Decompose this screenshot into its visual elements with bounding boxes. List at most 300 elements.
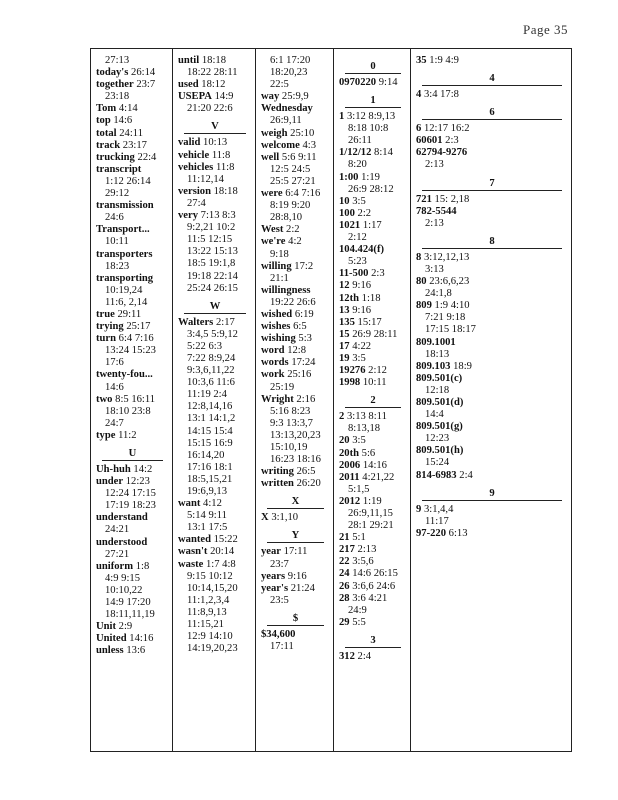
index-entry-line — [96, 512, 169, 524]
index-entry-line — [416, 337, 568, 349]
index-page-ref-continued: 27:4 — [187, 197, 206, 209]
index-entry-line — [261, 583, 330, 595]
index-entry — [416, 206, 568, 230]
index-term: wished — [261, 308, 293, 320]
index-column-2 — [172, 49, 255, 751]
index-entry — [416, 421, 568, 445]
index-term: 20 — [339, 435, 350, 447]
index-term: Tom — [96, 103, 117, 115]
index-entry-line — [96, 200, 169, 212]
index-entry-line — [339, 365, 407, 377]
index-page-ref-continued: 5:14 9:11 — [187, 510, 227, 522]
index-page-ref-continued: 14:19,20,23 — [187, 643, 238, 655]
index-page-ref-continued: 18:11,11,19 — [105, 609, 155, 621]
index-page-ref: 12:8 — [287, 345, 307, 357]
index-term: 312 — [339, 650, 355, 662]
index-term: 2012 — [339, 495, 361, 507]
index-page-ref-continued: 2:13 — [425, 217, 444, 229]
index-page-ref: 3:6 4:21 — [352, 592, 388, 604]
index-term: under — [96, 476, 124, 488]
index-page-ref: 11:8 — [215, 161, 235, 173]
index-entry-line — [339, 196, 407, 208]
index-page-ref: 2:13 — [357, 544, 377, 556]
index-term: well — [261, 151, 280, 163]
index-entry-line — [416, 504, 568, 516]
index-page-ref-continued: 17:15 18:17 — [425, 324, 476, 336]
index-term: 1/12/12 — [339, 147, 372, 159]
index-page-ref: 13:6 — [126, 645, 146, 657]
index-page-ref: 23:17 — [122, 139, 147, 151]
index-entry-line — [416, 528, 568, 540]
index-entry — [416, 89, 568, 101]
index-page-ref-continued: 5:16 8:23 — [270, 405, 311, 417]
index-entry-line — [178, 79, 252, 91]
index-entry — [416, 252, 568, 276]
index-entry-line — [339, 208, 407, 220]
index-page-ref-continued: 26:9 28:12 — [348, 183, 394, 195]
index-page-ref-continued: 15:10,19 — [270, 442, 308, 453]
index-term: Wednesday — [261, 103, 313, 115]
index-page-ref-continued: 24:1,8 — [425, 288, 452, 300]
index-page-ref: 1:19 — [362, 495, 382, 507]
index-entry-line — [178, 210, 252, 222]
index-entry-line — [96, 224, 169, 236]
index-entry — [96, 476, 169, 512]
index-term: 6 — [416, 123, 422, 135]
index-page-ref-continued: 12:5 24:5 — [270, 163, 311, 175]
index-page-ref: 18:12 — [201, 79, 226, 91]
index-entry — [261, 91, 330, 103]
index-entry-line — [339, 593, 407, 605]
index-page-ref-continued: 21:20 22:6 — [187, 103, 233, 115]
index-page-ref: 25:9,9 — [281, 91, 309, 103]
index-page-ref: 6:4 7:16 — [285, 188, 321, 200]
index-term: until — [178, 55, 200, 66]
index-page-ref: 18:9 — [453, 360, 472, 372]
index-entry-line — [261, 261, 330, 273]
index-entry — [96, 333, 169, 369]
index-entry-line — [416, 252, 568, 264]
index-term: turn — [96, 333, 117, 345]
index-page-ref-continued: 9:15 10:12 — [187, 570, 233, 582]
index-entry — [339, 544, 407, 556]
index-entry — [96, 645, 169, 657]
index-term: trying — [96, 321, 124, 333]
index-page-ref-continued: 13:22 15:13 — [187, 246, 238, 258]
index-page-ref-continued: 28:1 29:21 — [348, 520, 394, 532]
index-page-ref-continued: 5:22 6:3 — [187, 340, 223, 352]
index-entry — [339, 147, 407, 171]
index-page-ref: 2:4 — [459, 469, 473, 481]
index-entry-line — [96, 537, 169, 549]
index-term: wishes — [261, 321, 291, 333]
index-entry-line — [178, 498, 252, 510]
index-entry — [261, 309, 330, 321]
index-term: wasn't — [178, 546, 208, 558]
index-page-ref-continued: 2:13 — [425, 159, 444, 171]
index-term: track — [96, 139, 121, 151]
index-entry — [261, 394, 330, 467]
index-section-heading: 6 — [422, 104, 562, 120]
index-entry-line — [416, 89, 568, 101]
index-entry-line — [339, 448, 407, 460]
index-entry-line — [339, 268, 407, 280]
index-entry-line — [178, 186, 252, 198]
index-entry-line — [178, 91, 252, 103]
index-page-ref: 3:13 8:11 — [346, 411, 387, 423]
index-page-ref: 6:5 — [293, 321, 307, 333]
index-entry-line — [261, 309, 330, 321]
index-page-ref-continued: 3:13 — [425, 263, 444, 275]
index-entry — [416, 337, 568, 361]
index-entry-line — [339, 496, 407, 508]
index-term: 721 — [416, 193, 432, 205]
index-page-ref: 17:2 — [294, 260, 314, 272]
index-term: understood — [96, 536, 148, 548]
index-entry — [96, 321, 169, 333]
index-page-ref-continued: 29:12 — [105, 188, 130, 200]
index-entry-line — [339, 220, 407, 232]
index-page-ref: 1:9 4:9 — [429, 55, 459, 66]
index-page-ref-continued: 4:9 9:15 — [105, 572, 141, 584]
index-page-ref-continued: 11:12,14 — [187, 173, 224, 185]
index-page-ref-continued: 10:3,6 11:6 — [187, 377, 235, 389]
index-entry-line — [416, 123, 568, 135]
index-entry — [96, 249, 169, 273]
index-term: work — [261, 369, 285, 381]
index-term: 809.501(g) — [416, 421, 463, 433]
index-entry-line — [339, 293, 407, 305]
index-term: 20th — [339, 447, 360, 459]
index-term: 8 — [416, 251, 422, 263]
index-page-ref: 4:12 — [203, 498, 222, 510]
index-entry-line — [416, 300, 568, 312]
index-page-ref-continued: 19:18 22:14 — [187, 270, 238, 282]
index-term: 12 — [339, 280, 350, 292]
index-page-ref-continued: 27:13 — [105, 55, 130, 66]
index-page-ref-continued: 17:19 18:23 — [105, 500, 156, 512]
index-entry-line — [339, 581, 407, 593]
index-page-ref-continued: 10:14,15,20 — [187, 582, 238, 594]
index-page-ref-continued: 11:1,2,3,4 — [187, 594, 230, 606]
index-entry — [96, 309, 169, 321]
index-term: unless — [96, 645, 124, 657]
index-page-ref-continued: 12:9 14:10 — [187, 631, 233, 643]
index-page-ref-continued: 16:14,20 — [187, 449, 225, 461]
index-page-ref-continued: 9:2,21 10:2 — [187, 222, 236, 234]
index-page-ref: 8:14 — [374, 147, 393, 159]
index-page-ref-continued: 24:6 — [105, 212, 124, 224]
index-page-ref-continued: 10:10,22 — [105, 584, 143, 596]
index-page-ref-continued: 19:6,9,13 — [187, 486, 228, 497]
index-page-ref-continued: 9:3,6,11,22 — [187, 365, 235, 377]
index-page-ref-continued: 11:8,9,13 — [187, 606, 227, 618]
index-term: $34,600 — [261, 628, 296, 640]
index-entry — [339, 329, 407, 341]
index-term: X — [261, 512, 269, 524]
index-term: 1998 — [339, 377, 361, 389]
index-page-ref: 2:16 — [296, 393, 316, 405]
index-entry — [178, 162, 252, 186]
index-entry-line — [339, 435, 407, 447]
index-term: 0970220 — [339, 77, 377, 88]
index-entry-line — [261, 224, 330, 236]
index-entry — [96, 164, 169, 200]
index-entry — [416, 504, 568, 528]
index-page-ref: 4:22 — [352, 340, 372, 352]
index-page-ref-continued: 5:1,5 — [348, 483, 370, 495]
index-entry — [339, 435, 407, 447]
index-entry-line — [339, 544, 407, 556]
index-term: understand — [96, 512, 148, 524]
index-section-heading: 7 — [422, 175, 562, 191]
index-entry-line — [96, 309, 169, 321]
index-page-ref-continued: 13:13,20,23 — [270, 429, 321, 441]
index-page-ref: 1:17 — [362, 219, 382, 231]
index-entry — [261, 224, 330, 236]
index-page-ref: 3:1,10 — [271, 512, 299, 524]
index-term: 814-6983 — [416, 469, 457, 481]
index-page-ref-continued: 8:20 — [348, 159, 367, 171]
index-entry-line — [96, 273, 169, 285]
index-entry-line — [339, 472, 407, 484]
index-entry — [339, 172, 407, 196]
index-page-ref-continued: 7:22 8:9,24 — [187, 352, 236, 364]
index-entry-line — [96, 103, 169, 115]
index-entry-line — [339, 329, 407, 341]
index-page-ref-continued: 12:18 — [425, 384, 450, 396]
index-entry — [261, 478, 330, 490]
index-entry-line — [339, 460, 407, 472]
index-page-ref: 25:10 — [290, 127, 315, 139]
index-page-ref-continued: 13:24 15:23 — [105, 345, 156, 357]
index-entry-line — [96, 152, 169, 164]
index-page-ref-continued: 18:5 19:1,8 — [187, 258, 236, 270]
index-page-ref-continued: 28:8,10 — [270, 212, 303, 224]
index-entry-line — [261, 333, 330, 345]
index-page-ref: 2:2 — [357, 207, 372, 219]
index-section-heading: 9 — [422, 485, 562, 501]
index-page-ref: 26:20 — [296, 478, 321, 490]
index-term: welcome — [261, 139, 300, 151]
index-entry-line — [178, 559, 252, 571]
index-entry — [339, 317, 407, 329]
index-entry — [339, 111, 407, 147]
index-entry — [261, 583, 330, 607]
index-term: willing — [261, 260, 292, 272]
index-entry — [339, 196, 407, 208]
index-section-heading: $ — [267, 610, 324, 626]
index-page-ref: 6:13 — [448, 527, 468, 539]
index-entry-line — [96, 67, 169, 79]
index-entry-line — [416, 445, 568, 457]
index-entry — [261, 103, 330, 127]
index-entry — [339, 268, 407, 280]
index-entry-line — [96, 633, 169, 645]
index-entry — [96, 103, 169, 115]
index-term: 1 — [339, 111, 345, 123]
index-entry-line — [416, 397, 568, 409]
index-term: 24 — [339, 568, 350, 580]
index-page-ref: 21:24 — [290, 582, 315, 594]
index-term: wishing — [261, 333, 296, 345]
index-page-ref-continued: 25:24 26:15 — [187, 282, 238, 294]
index-entry — [261, 333, 330, 345]
index-entry — [96, 273, 169, 309]
index-page-ref-continued: 7:21 9:18 — [425, 312, 466, 324]
index-page-ref-continued: 27:21 — [105, 548, 130, 560]
index-term: year — [261, 546, 281, 558]
index-page-ref-continued: 23:18 — [105, 91, 130, 103]
index-entry-line — [261, 188, 330, 200]
index-entry-line — [339, 568, 407, 580]
index-page-ref: 24:11 — [119, 127, 143, 139]
index-term: years — [261, 570, 286, 582]
index-term: way — [261, 91, 280, 103]
index-entry — [416, 361, 568, 373]
index-entry-line — [178, 317, 252, 329]
index-page-ref-continued: 17:11 — [270, 641, 294, 653]
index-page-ref-continued: 12:23 — [425, 433, 450, 445]
page-number: Page 35 — [522, 22, 568, 37]
index-entry-line — [416, 470, 568, 482]
index-page-ref-continued: 15:15 16:9 — [187, 437, 233, 449]
index-page-ref: 3:6,6 24:6 — [352, 580, 396, 592]
index-term: very — [178, 210, 198, 222]
index-column-5 — [410, 49, 571, 751]
index-entry — [96, 115, 169, 127]
index-section-heading: X — [267, 493, 324, 509]
index-entry-line — [178, 150, 252, 162]
index-entry — [339, 353, 407, 365]
index-entry — [178, 317, 252, 498]
index-entry — [178, 210, 252, 295]
index-entry-line — [416, 135, 568, 147]
index-entry-line — [261, 571, 330, 583]
index-entry-line — [261, 128, 330, 140]
index-section-heading: U — [102, 445, 163, 461]
index-entry — [339, 377, 407, 389]
index-page-ref-continued: 14:9 17:20 — [105, 597, 151, 609]
index-entry — [261, 152, 330, 188]
index-page-ref-continued: 11:6, 2,14 — [105, 296, 148, 308]
index-page-ref: 3:12,12,13 — [423, 251, 470, 263]
index-term: 9 — [416, 503, 422, 515]
index-entry — [339, 280, 407, 292]
index-page-ref-continued: 17:16 18:1 — [187, 461, 233, 473]
index-entry-line — [261, 91, 330, 103]
index-entry — [339, 617, 407, 629]
index-entry — [178, 150, 252, 162]
index-entry-line — [339, 341, 407, 353]
index-entry — [339, 496, 407, 532]
index-entry — [261, 369, 330, 393]
index-entry — [178, 55, 252, 79]
index-page-ref: 25:17 — [126, 321, 151, 333]
index-term: vehicles — [178, 161, 214, 173]
index-page-ref: 2:4 — [357, 650, 372, 662]
index-term: 809.103 — [416, 360, 451, 372]
index-term: 217 — [339, 544, 355, 556]
index-entry — [416, 276, 568, 300]
index-page-ref-continued: 18:13 — [425, 348, 450, 360]
index-entry-line — [339, 280, 407, 292]
index-term: 11-500 — [339, 268, 369, 280]
index-entry-line — [339, 172, 407, 184]
index-term: 97-220 — [416, 527, 447, 539]
index-entry-line — [416, 276, 568, 288]
index-term: 104.424(f) — [339, 244, 385, 256]
index-term: valid — [178, 137, 201, 149]
index-page-ref: 5:5 — [352, 616, 366, 628]
index-term: vehicle — [178, 149, 210, 161]
index-page-ref: 4:3 — [302, 139, 317, 151]
index-page-ref-continued: 26:9,11,15 — [348, 508, 393, 519]
index-entry — [96, 561, 169, 621]
index-page-ref-continued: 13:1 17:5 — [187, 522, 228, 534]
index-term: trucking — [96, 151, 135, 163]
index-term: total — [96, 127, 117, 139]
index-page-ref-continued: 24:7 — [105, 417, 124, 429]
index-term: written — [261, 478, 294, 490]
index-section-heading: W — [184, 298, 246, 314]
index-term: twenty-fou... — [96, 369, 153, 381]
index-term: 1:00 — [339, 171, 359, 183]
index-page-ref-continued: 26:11 — [348, 135, 372, 147]
index-entry-line — [178, 137, 252, 149]
index-entry — [416, 445, 568, 469]
index-entry-line — [96, 333, 169, 345]
index-entry — [261, 629, 330, 653]
index-page-ref: 1:9 4:10 — [434, 300, 470, 312]
index-section-heading: 2 — [345, 392, 401, 408]
index-entry-line — [178, 55, 252, 67]
index-entry-line — [178, 546, 252, 558]
index-entry-line — [96, 369, 169, 381]
index-entry-line — [261, 236, 330, 248]
index-term: Uh-huh — [96, 464, 131, 475]
index-term: 22 — [339, 556, 350, 568]
index-page-ref: 5:3 — [298, 333, 312, 345]
index-term: 62794-9276 — [416, 147, 468, 159]
index-entry-line — [261, 512, 330, 524]
index-entry — [96, 394, 169, 430]
index-entry-line — [178, 162, 252, 174]
index-entry-line — [339, 532, 407, 544]
index-term: 10 — [339, 195, 350, 207]
index-entry-line — [416, 194, 568, 206]
index-page-ref-continued: 1:12 26:14 — [105, 175, 151, 187]
index-page-ref: 3:5 — [352, 195, 366, 207]
index-term: 809.501(d) — [416, 396, 464, 408]
index-term: type — [96, 429, 116, 441]
index-page-ref: 4:2 — [288, 236, 302, 248]
index-page-ref: 11:2 — [118, 429, 137, 441]
index-entry — [261, 512, 330, 524]
index-entry — [261, 128, 330, 140]
index-entry — [416, 470, 568, 482]
index-entry — [96, 200, 169, 224]
index-entry-line — [339, 353, 407, 365]
index-page-ref-continued: 11:19 2:4 — [187, 389, 227, 401]
index-entry — [178, 534, 252, 546]
index-page-ref-continued: 10:19,24 — [105, 284, 143, 296]
index-page-ref-continued: 14:4 — [425, 409, 444, 421]
index-page-ref-continued: 14:6 — [105, 381, 124, 393]
index-term: transcript — [96, 163, 142, 175]
index-term: Wright — [261, 393, 294, 405]
index-page-ref-continued: 19:22 26:6 — [270, 296, 316, 308]
